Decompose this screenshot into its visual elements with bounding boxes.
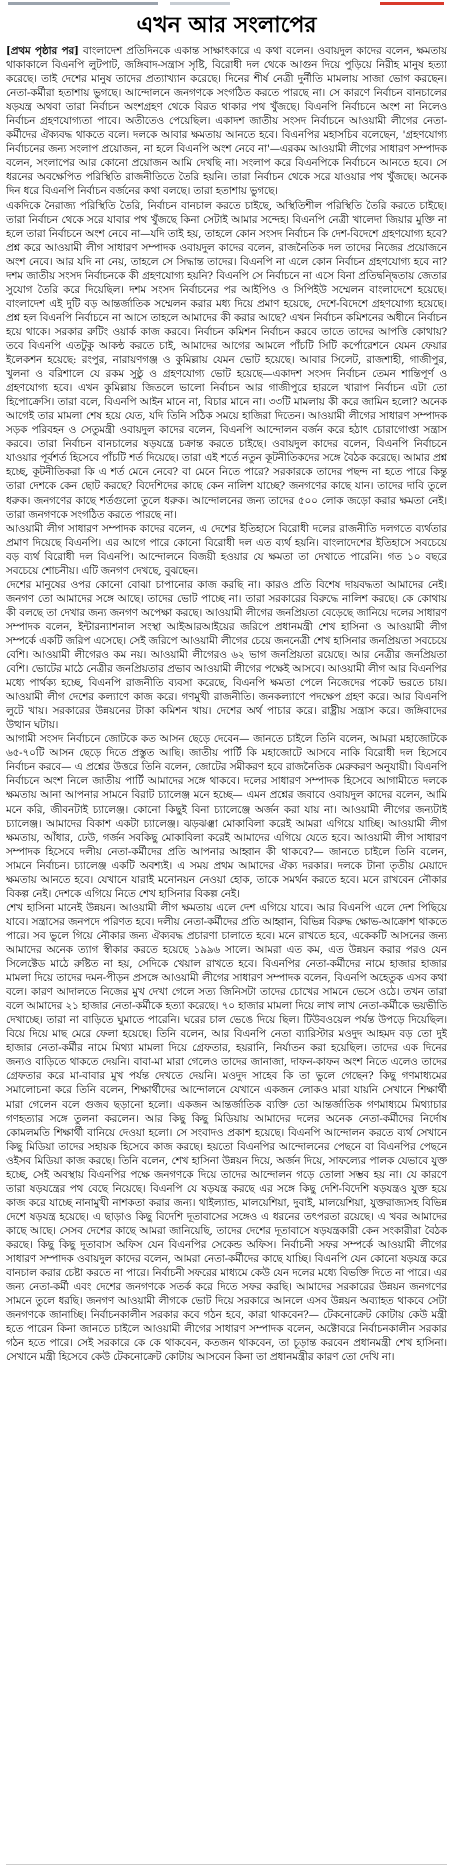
article-body xyxy=(6,44,447,1862)
paragraph-2 xyxy=(6,199,447,522)
paragraph-text: বাংলাদেশ প্রতিদিনকে একান্ত সাক্ষাৎকারে এ কথা বলেন। ওবায়দুল কাদের বলেন, ক্ষমতায় থাকাকালে বিএনপি লুটপাট, জঙ্গিবাদ-সন্ত্রাস সৃষ্টি, বিরোধী দল থেকে আগুন দিয়ে পুড়িয়ে নিরীহ মানুষ হত্যা করেছে। তাই দেশের মানুষ তাদের প্রত্যাখ্যান করেছে। দিনের শীর্ষ নেত্রী দুর্নীতি মামলায় সাজা ভোগ করছেন। নেতা-কর্মীরা হতাশায় ভুগছে। আন্দোলনে জনগণকে সংগঠিত করতে পারছে না। সে কারণে নির্বাচন বানচালের ষড়যন্ত্র অথবা তারা নির্বাচন অংশগ্রহণ থেকে বিরত থাকার পথ খুঁজছে। বিএনপি নির্বাচনে অংশ না নিলেও নির্বাচন গ্রহণযোগ্যতা পাবে। অতীতেও পেয়েছিল। একাদশ জাতীয় সংসদ নির্বাচনে আওয়ামী লীগের নেতা-কর্মীদের ঐক্যবদ্ধ থাকতে বলে। দলকে আবার ক্ষমতায় আনতে হবে। বিএনপির মহাসচিব বলেছেন, 'গ্রহণযোগ্য নির্বাচনের জন্য সংলাপ প্রয়োজন, না হলে বিএনপি অংশ নেবে না'—এরকম আওয়ামী লীগের সাধারণ সম্পাদক বলেন, সংলাপের আর কোনো প্রয়োজন আমি দেখছি না। সংলাপ করে বিএনপিকে নির্বাচনে আনতে হবে। সে ধরনের অবক্ষেপিত পরিস্থিতি রাজনীতিতে তৈরি হয়নি। তারা নির্বাচন থেকে সরে যাওয়ার পথ খুঁজছে। অনেক দিন ধরে বিএনপি নির্বাচন বর্জনের কথা বলছে। তারা হতাশায় ভুগছে। xyxy=(6,45,447,198)
paragraph-3 xyxy=(6,522,447,578)
paragraph-6 xyxy=(6,901,447,1365)
paragraph-4 xyxy=(6,578,447,733)
paragraph-text: একদিকে নৈরাজ্য পরিস্থিতি তৈরি, নির্বাচন বানচাল করতে চাইছে, অস্থিতিশীল পরিস্থিতি তৈরি করতে চাইছে। তারা নির্বাচন থেকে সরে যাবার পথ খুঁজছে কিনা সেটাই আমার সন্দেহ। বিএনপি নেত্রী খালেদা জিয়ার মুক্তি না হলে তারা নির্বাচনে অংশ নেবে না—যদি তাই হয়, তাহলে কোন সংসদ নির্বাচন কি দেশ-বিদেশে গ্রহণযোগ্য হবে? প্রশ্ন করে আওয়ামী লীগ সাধারণ সম্পাদক ওবায়দুল কাদের বলেন, রাজনৈতিক দল তাদের নিজের প্রয়োজনে অংশ নেবে। আর যদি না নেয়, তাহলে সে সিদ্ধান্ত তাদের। বিএনপি না এলে কোন নির্বাচন গ্রহণযোগ্য হবে না? দশম জাতীয় সংসদ নির্বাচনকে কী গ্রহণযোগ্য হয়নি? বিএনপি সে নির্বাচনে না এসে বিনা প্রতিদ্বন্দ্বিতায় জেতার সুযোগ তৈরি করে দিয়েছিল। দশম সংসদ নির্বাচনের পর আইপিও ও সিপিইউ সম্মেলন বাংলাদেশে হয়েছে। বাংলাদেশ এই দুটি বড় আন্তর্জাতিক সম্মেলন করার মধ্য দিয়ে প্রমাণ হয়েছে, দেশে-বিদেশে গ্রহণযোগ্য হয়েছে। প্রশ্ন হল বিএনপি নির্বাচনে না আসে তাহলে আমাদের কী করার আছে? এখন নির্বাচন কমিশনের অধীনে নির্বাচন হয়ে থাকে। সরকার রুটিং ওয়ার্ক কাজ করবে। নির্বাচন কমিশন নির্বাচন করবে তাতে তাদের আপত্তি কোথায়? তবে বিএনপি এতটুকু আকন্ঠ করতে চাই, আমাদের আগের আমলে পাঁচটি সিটি কর্পোরেশনে যেমন ফেয়ার ইলেকশন হয়েছে: রংপুর, নারায়ণগঞ্জ ও কুমিল্লায় যেমন ভোট হয়েছে। আবার সিলেট, রাজশাহী, গাজীপুর, খুলনা ও বরিশালে যে রকম সুষ্ঠু ও গ্রহণযোগ্য ভোট হয়েছে—একাদশ সংসদ নির্বাচন তেমন শান্তিপূর্ণ ও গ্রহণযোগ্য হবে। এখন কুমিল্লায় জিতলে ভালো নির্বাচন আর গাজীপুরে হারলে খারাপ নির্বাচন এটা তো হিপোক্রেসি। তারা বলে, বিএনপি আইন মানে না, বিচার মানে না। ৩৩টি মামলায় কী করে জামিন হলো? অনেক আগেই তার মামলা শেষ হয়ে যেত, যদি তিনি সঠিক সময়ে হাজিরা দিতেন। আওয়ামী লীগের সাধারণ সম্পাদক সড়ক পরিবহন ও সেতুমন্ত্রী ওবায়দুল কাদের বলেন, বিএনপি আন্দোলন বর্জন করে হঠাৎ চোরাগোপ্তা সন্ত্রাস করবে। তারা নির্বাচন বানচালের ষড়যন্ত্রে চক্রান্ত করতে চাইছে। ওবায়দুল কাদের বলেন, বিএনপি নির্বাচনে যাওয়ার পূর্বশর্ত হিসেবে পাঁচটি শর্ত দিয়েছে। তারা এই শর্তে নতুন কূটনীতিকদের সঙ্গে বৈঠক করেছে। আমার প্রশ্ন হচ্ছে, কূটনীতিকরা কি এ শর্ত মেনে নেবে? বা মেনে নিতে পারে? সরকারকে তাদের পছন্দ না হতে পারে কিন্তু তারা দেশকে কেন ছোট করছে? বিদেশিদের কাছে কেন নালিশ যাচ্ছে? জনগণের কাছে যান। তাদের দাবি তুলে ধরুক। জনগণের কাছে শর্তগুলো তুলে ধরুক। আন্দোলনের জন্য তাদের ৫০০ লোক জড়ো করার ক্ষমতা নেই। তারা জনগণকে সংগঠিত করতে পারছে না। xyxy=(6,199,447,521)
bottom-divider xyxy=(6,1864,447,1865)
red-rule-right xyxy=(380,2,444,5)
paragraph-text: আওয়ামী লীগ সাধারণ সম্পাদক কাদের বলেন, এ দেশের ইতিহাসে বিরোধী দলের রাজনীতি দলগতে ব্যর্থতার প্রমাণ দিয়েছে বিএনপি। এর আগে পারে কোনো বিরোধী দল এত ব্যর্থ হয়নি। বাংলাদেশের ইতিহাসে সবচেয়ে বড় ব্যর্থ বিরোধী দল বিএনপি। আন্দোলনে বিজয়ী হওয়ার যে ক্ষমতা তা দেখাতে পারেনি। গত ১০ বছরে সবচেয়ে শোচনীয়। এটি জনগণ দেখছে, বুঝছেন। xyxy=(6,522,447,577)
gray-rule-left xyxy=(8,2,158,5)
paragraph-5 xyxy=(6,732,447,901)
paragraph-text: দেশের মানুষের ওপর কোনো বোঝা চাপানোর কাজ করছি না। কারও প্রতি বিশেষ দায়বদ্ধতা আমাদের নেই। জনগণ তো আমাদের সঙ্গে আছে। তাদের ভোট পাচ্ছে না। তারা সরকারের বিরুদ্ধে নালিশ করছে। কে কোথায় কী বলছে তা দেখার জন্য জনগণ অপেক্ষা করছে। আওয়ামী লীগের জনপ্রিয়তা বেড়েছে জানিয়ে দলের সাধারণ সম্পাদক বলেন, ইন্টারন্যাশনাল সংস্থা আইআরআইয়ের জরিপে প্রধানমন্ত্রী শেখ হাসিনা ও আওয়ামী লীগ সম্পর্কে একটি জরিপ এসেছে। সেই জরিপে আওয়ামী লীগের চেয়ে জননেত্রী শেখ হাসিনার জনপ্রিয়তা সবচেয়ে বেশি। আওয়ামী লীগেরও কম নয়। আওয়ামী লীগেরও ৬২ ভাগ জনপ্রিয়তা রয়েছে। আর নেত্রীর জনপ্রিয়তা বেশি। ভোটের মাঠে নেত্রীর জনপ্রিয়তার প্রভাব আওয়ামী লীগের পক্ষেই আসবে। আওয়ামী লীগ আর বিএনপির মধ্যে পার্থক্য হচ্ছে, বিএনপি রাজনীতি ব্যবসা করেছে, বিএনপি ক্ষমতা পেলে নিজেদের পকেট ভরতে চায়। আওয়ামী লীগ দেশের কল্যাণে কাজ করে। গণমুখী রাজনীতি। জনকল্যাণে পদক্ষেপ গ্রহণ করে। আর বিএনপি লুটে খায়। সরকারের উন্নয়নের টাকা কমিশন খায়। দেশের অর্থ পাচার করে। রাষ্ট্রীয় সন্ত্রাস করে। জঙ্গিবাদের উত্থান ঘটায়। xyxy=(6,578,447,732)
continuation-tag: [প্রথম পৃষ্ঠার পর] xyxy=(6,45,79,57)
article-headline: এখন আর সংলাপের xyxy=(136,13,317,38)
paragraph-1 xyxy=(6,44,447,199)
gray-rule-mid xyxy=(170,2,230,5)
paragraph-text: শেখ হাসিনা মানেই উন্নয়ন। আওয়ামী লীগ ক্ষমতায় এলে দেশ এগিয়ে যাবে। আর বিএনপি এলে দেশ পিছিয়ে যাবে। সন্ত্রাসের জনপদে পরিণত হবে। দলীয় নেতা-কর্মীদের প্রতি আহ্বান, বিভিন্ন বিরুদ্ধ ক্ষোভ-আক্রোশ থাকতে পারে। সব ভুলে গিয়ে নৌকার জন্য ঐক্যবদ্ধ প্রচারণা চালাতে হবে। মনে রাখতে হবে, একেকটি আসনের জন্য আমাদের অনেক ত্যাগ স্বীকার করতে হয়েছে ১৯৯৬ সালে। আমরা এত কম, এত উন্নয়ন করার পরও যেন সিলেক্টেড মাঠে রুষ্টিত না হয়, সেদিকে খেয়াল রাখতে হবে। বিএনপির নেতা-কর্মীদের নামে হাজার হাজার মামলা দিয়ে তাদের দমন-পীড়ন প্রসঙ্গে আওয়ামী লীগের সাধারণ সম্পাদক বলেন, বিএনপি অহেতুক এসব কথা বলে। কারণ আদালতে নিজের মুখ দেখা গেলে সত্য জিনিসটা তাদের চোখের সামনে ভেসে ওঠে। তখন তারা বলে আমাদের ২১ হাজার নেতা-কর্মীকে হত্যা করেছে। ৭০ হাজার মামলা দিয়ে লাখ লাখ নেতা-কর্মীকে ভয়ভীতি দেখাচ্ছে। তারা না বাড়িতে ঘুমাতে পারেনি। ঘরের চাল ভেঙে দিয়ে ছিল। টিউবওয়েল পর্যন্ত উপড়ে দিয়েছিল। বিয়ে দিয়ে মাছ মেরে ফেলা হয়েছে। তিনি বলেন, আর বিএনপি নেতা ব্যারিস্টার মওদুদ আহমদ বড় তো দুই হাজার নেতা-কর্মীর নামে মিথ্যা মামলা দিয়ে গ্রেফতার, হয়রানি, নির্যাতন করা হয়েছিল। তাদের এক দিনের জন্যও বাড়িতে থাকতে দেয়নি। বাবা-মা মারা গেলেও তাদের জানাজা, দাফন-কাফন অংশ নিতে এলেও তাদের গ্রেফতার করে মা-বাবার মুখ পর্যন্ত দেখতে দেয়নি। মওদুদ সাহেব কি তা ভুলে গেছেন? কিছু গণমাধ্যমের সমালোচনা করে তিনি বলেন, শিক্ষার্থীদের আন্দোলনে যেখানে একজন লোকও মারা যায়নি সেখানে শিক্ষার্থী মারা গেলেন বলে গুজব ছড়ানো হলো। একজন আন্তর্জাতিক ব্যক্তি তো আন্তর্জাতিক গণমাধ্যমে মিথ্যাচার গণহত্যার সঙ্গে তুলনা করলেন। আর কিছু কিছু মিডিয়ায় আমাদের দলের অনেক নেতা-কর্মীদের নির্দোষ কোমলমতি শিক্ষার্থী বানিয়ে দেওয়া হলো। সে সংবাদও প্রকাশ হয়েছে। বিএনপি আন্দোলন করতে ব্যর্থ সেখানে কিছু মিডিয়া তাদের সহায়ক হিসেবে কাজ করছে। হয়তো বিএনপির আন্দোলনের পেছনে বা বিএনপির পেছনে ওইসব মিডিয়া কাজ করছে। তিনি বলেন, শেখ হাসিনা উন্নয়ন দিয়ে, অর্জন দিয়ে, সাফল্যের পালক যেভাবে যুক্ত হচ্ছে, সেই অবস্থায় বিএনপির পক্ষে জনগণকে দিয়ে তাদের আন্দোলন গড়ে তোলা সম্ভব হয় না। যে কারণে তারা ষড়যন্ত্রের পথ বেছে নিয়েছে। বিএনপি যে ষড়যন্ত্র করছে এর সঙ্গে কিছু দেশি-বিদেশি ষড়যন্ত্রও যুক্ত হয়ে কাজ করে যাচ্ছে নানামুখী নাশকতা করার জন্য। থাইল্যান্ড, মালয়েশিয়া, দুবাই, মালয়েশিয়া, যুক্তরাজ্যসহ বিভিন্ন দেশে ষড়যন্ত্র হয়েছে। এ ছাড়াও কিছু বিদেশি দূতাবাসের সঙ্গেও এ ধরনের তৎপরতা রয়েছে। এ খবর আমাদের কাছে আছে। সেসব দেশের কাছে আমরা জানিয়েছি, তাদের দেশের দূতাবাসে ষড়যন্ত্রকারী কেন সংকারীরা বৈঠক করছে। কিছু কিছু দূতাবাস অফিস যেন বিএনপির সেকেন্ড অফিস। নির্বাচনী সফর সম্পর্কে আওয়ামী লীগের সাধারণ সম্পাদক ওবায়দুল কাদের বলেন, আমরা নেতা-কর্মীদের কাছে যাচ্ছি। বিএনপি যেন কোনো ষড়যন্ত্র করে বানচাল করার চেষ্টা করতে না পারে। নির্বাচনী সফরের মাধ্যমে কেউ যেন দলের মধ্যে বিভক্তি দিতে না পারে। এর জন্য নেতা-কর্মী এবং দেশের জনগণকে সতর্ক করে দিতে সফর করছি। আমাদের সরকারের উন্নয়ন জনগণের সামনে তুলে ধরছি। জনগণ আওয়ামী লীগকে ভোট দিয়ে সরকারে আনলে এসব উন্নয়ন অব্যাহত থাকবে সেটা জনগণকে জানাচ্ছি। নির্বাচনকালীন সরকার কবে গঠন হবে, কারা থাকবেন?— টেকনোক্রেট কোটায় কেউ মন্ত্রী হতে পারেন কিনা জানতে চাইলে আওয়ামী লীগের সাধারণ সম্পাদক বলেন, অক্টোবরে নির্বাচনকালীন সরকার গঠন হতে পারে। সেই সরকারে কে কে থাকবেন, কতজন থাকবেন, তা চূড়ান্ত করবেন প্রধানমন্ত্রী শেখ হাসিনা। সেখানে মন্ত্রী হিসেবে কেউ টেকনোক্রেট কোটায় আসবেন কিনা তা প্রধানমন্ত্রীর কারণ তো দেখি না। xyxy=(6,901,447,1364)
paragraph-text: আগামী সংসদ নির্বাচনে জোটকে কত আসন ছেড়ে দেবেন— জানতে চাইলে তিনি বলেন, আমরা মহাজোটকে ৬৫-৭০টি আসন ছেড়ে দিতে প্রস্তুত আছি। জাতীয় পার্টি কি মহাজোটে আসবে নাকি বিরোধী দল হিসেবে নির্বাচন করবে— এ প্রশ্নের উত্তরে তিনি বলেন, জোটের সমীকরণ হবে রাজনৈতিক মেরুকরণ অনুযায়ী। বিএনপি নির্বাচনে অংশ নিলে জাতীয় পার্টি আমাদের সঙ্গে থাকবে। দলের সাধারণ সম্পাদক হিসেবে আগামীতে দলকে ক্ষমতায় আনা আপনার সামনে বিরাট চ্যালেঞ্জ মনে হচ্ছে— এমন প্রশ্নের জবাবে ওবায়দুল কাদের বলেন, আমি মনে করি, জীবনটাই চ্যালেঞ্জ। কোনো কিছুই বিনা চ্যালেঞ্জে অর্জন করা যায় না। আওয়ামী লীগের জন্যটাই চ্যালেঞ্জ। আমাদের বিকাশ একটা চ্যালেঞ্জ। ঝড়ঝঞ্ঝা মোকাবিলা করেই আমরা এগিয়ে যাচ্ছি। আওয়ামী লীগ ক্ষমতায়, আঁধার, ঢেউ, গর্জন সবকিছু মোকাবিলা করেই আমাদের এগিয়ে যেতে হবে। আওয়ামী লীগ সাধারণ সম্পাদক হিসেবে দলীয় নেতা-কর্মীদের প্রতি আপনার আহ্বান কী থাকবে?— জানতে চাইলে তিনি বলেন, সামনে নির্বাচন। চ্যালেঞ্জ একটি অবশ্যই। এ সময় প্রথম আমাদের ঐক্য দরকার। দলকে টানা তৃতীয় মেয়াদে ক্ষমতায় আনতে হবে। যেখানে যারাই মনোনয়ন নেওয়া হোক, তাকে সমর্থন করতে হবে। মনে রাখবেন নৌকার বিকল্প নেই। দেশকে এগিয়ে নিতে শেখ হাসিনার বিকল্প নেই। xyxy=(6,733,447,900)
